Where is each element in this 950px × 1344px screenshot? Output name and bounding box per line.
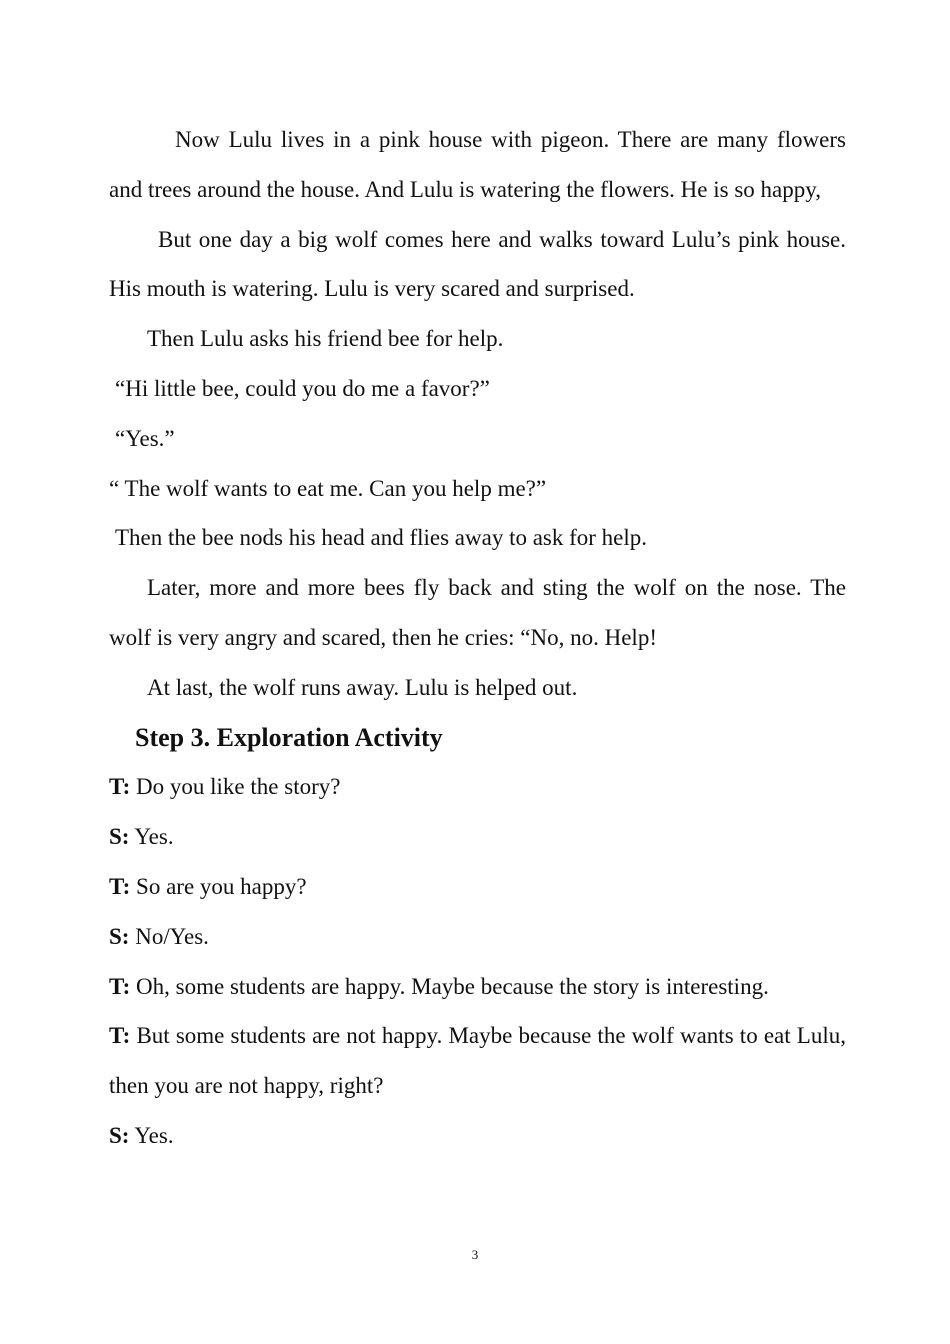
story-line-favor: “Hi little bee, could you do me a favor?” bbox=[115, 375, 490, 401]
story-paragraph-wolf-runs: At last, the wolf runs away. Lulu is helped out. bbox=[147, 674, 578, 700]
speaker-label: S: bbox=[109, 923, 130, 949]
dialogue-text: Yes. bbox=[129, 824, 174, 850]
dialogue-line bbox=[109, 912, 846, 962]
dialogue-line bbox=[109, 1111, 846, 1161]
speaker-label: T: bbox=[109, 973, 131, 999]
story-paragraph-pink-house: Now Lulu lives in a pink house with pigeon. There are many flowers and trees around the house. And Lulu is watering the flowers. He is so happy, bbox=[109, 127, 846, 202]
dialogue-text: So are you happy? bbox=[130, 873, 307, 899]
story-paragraph-wolf-arrives: But one day a big wolf comes here and walks toward Lulu’s pink house. His mouth is watering. Lulu is very scared and surprised. bbox=[109, 226, 846, 302]
speaker-label: T: bbox=[109, 774, 131, 800]
dialogue-line bbox=[109, 1011, 846, 1111]
story-paragraph-bee-nods: Then the bee nods his head and flies away to ask for help. bbox=[115, 525, 648, 551]
story-paragraph-asks-bee: Then Lulu asks his friend bee for help. bbox=[147, 326, 504, 352]
speaker-label: S: bbox=[109, 1122, 130, 1148]
dialogue-text: But some students are not happy. Maybe because the wolf wants to eat Lulu, then you are not happy, right? bbox=[109, 1023, 846, 1099]
dialogue-text: No/Yes. bbox=[129, 923, 209, 949]
dialogue-line bbox=[109, 862, 846, 912]
dialogue-text: Do you like the story? bbox=[130, 774, 341, 800]
speaker-label: T: bbox=[109, 873, 131, 899]
page-number: 3 bbox=[471, 1247, 479, 1262]
story-line-help-me: “ The wolf wants to eat me. Can you help me?” bbox=[109, 475, 547, 501]
dialogue-line bbox=[109, 762, 846, 812]
story-line-yes: “Yes.” bbox=[115, 425, 175, 451]
dialogue-line bbox=[109, 962, 846, 1012]
page-content bbox=[109, 115, 846, 1161]
dialogue-text: Oh, some students are happy. Maybe because the story is interesting. bbox=[130, 973, 769, 999]
speaker-label: T: bbox=[109, 1023, 131, 1049]
speaker-label: S: bbox=[109, 824, 130, 850]
dialogue-text: Yes. bbox=[129, 1122, 174, 1148]
step3-heading: Step 3. Exploration Activity bbox=[135, 722, 443, 752]
dialogue-line bbox=[109, 812, 846, 862]
story-paragraph-bees-sting: Later, more and more bees fly back and sting the wolf on the nose. The wolf is very angry and scared, then he cries: “No, no. Help! bbox=[109, 575, 846, 650]
